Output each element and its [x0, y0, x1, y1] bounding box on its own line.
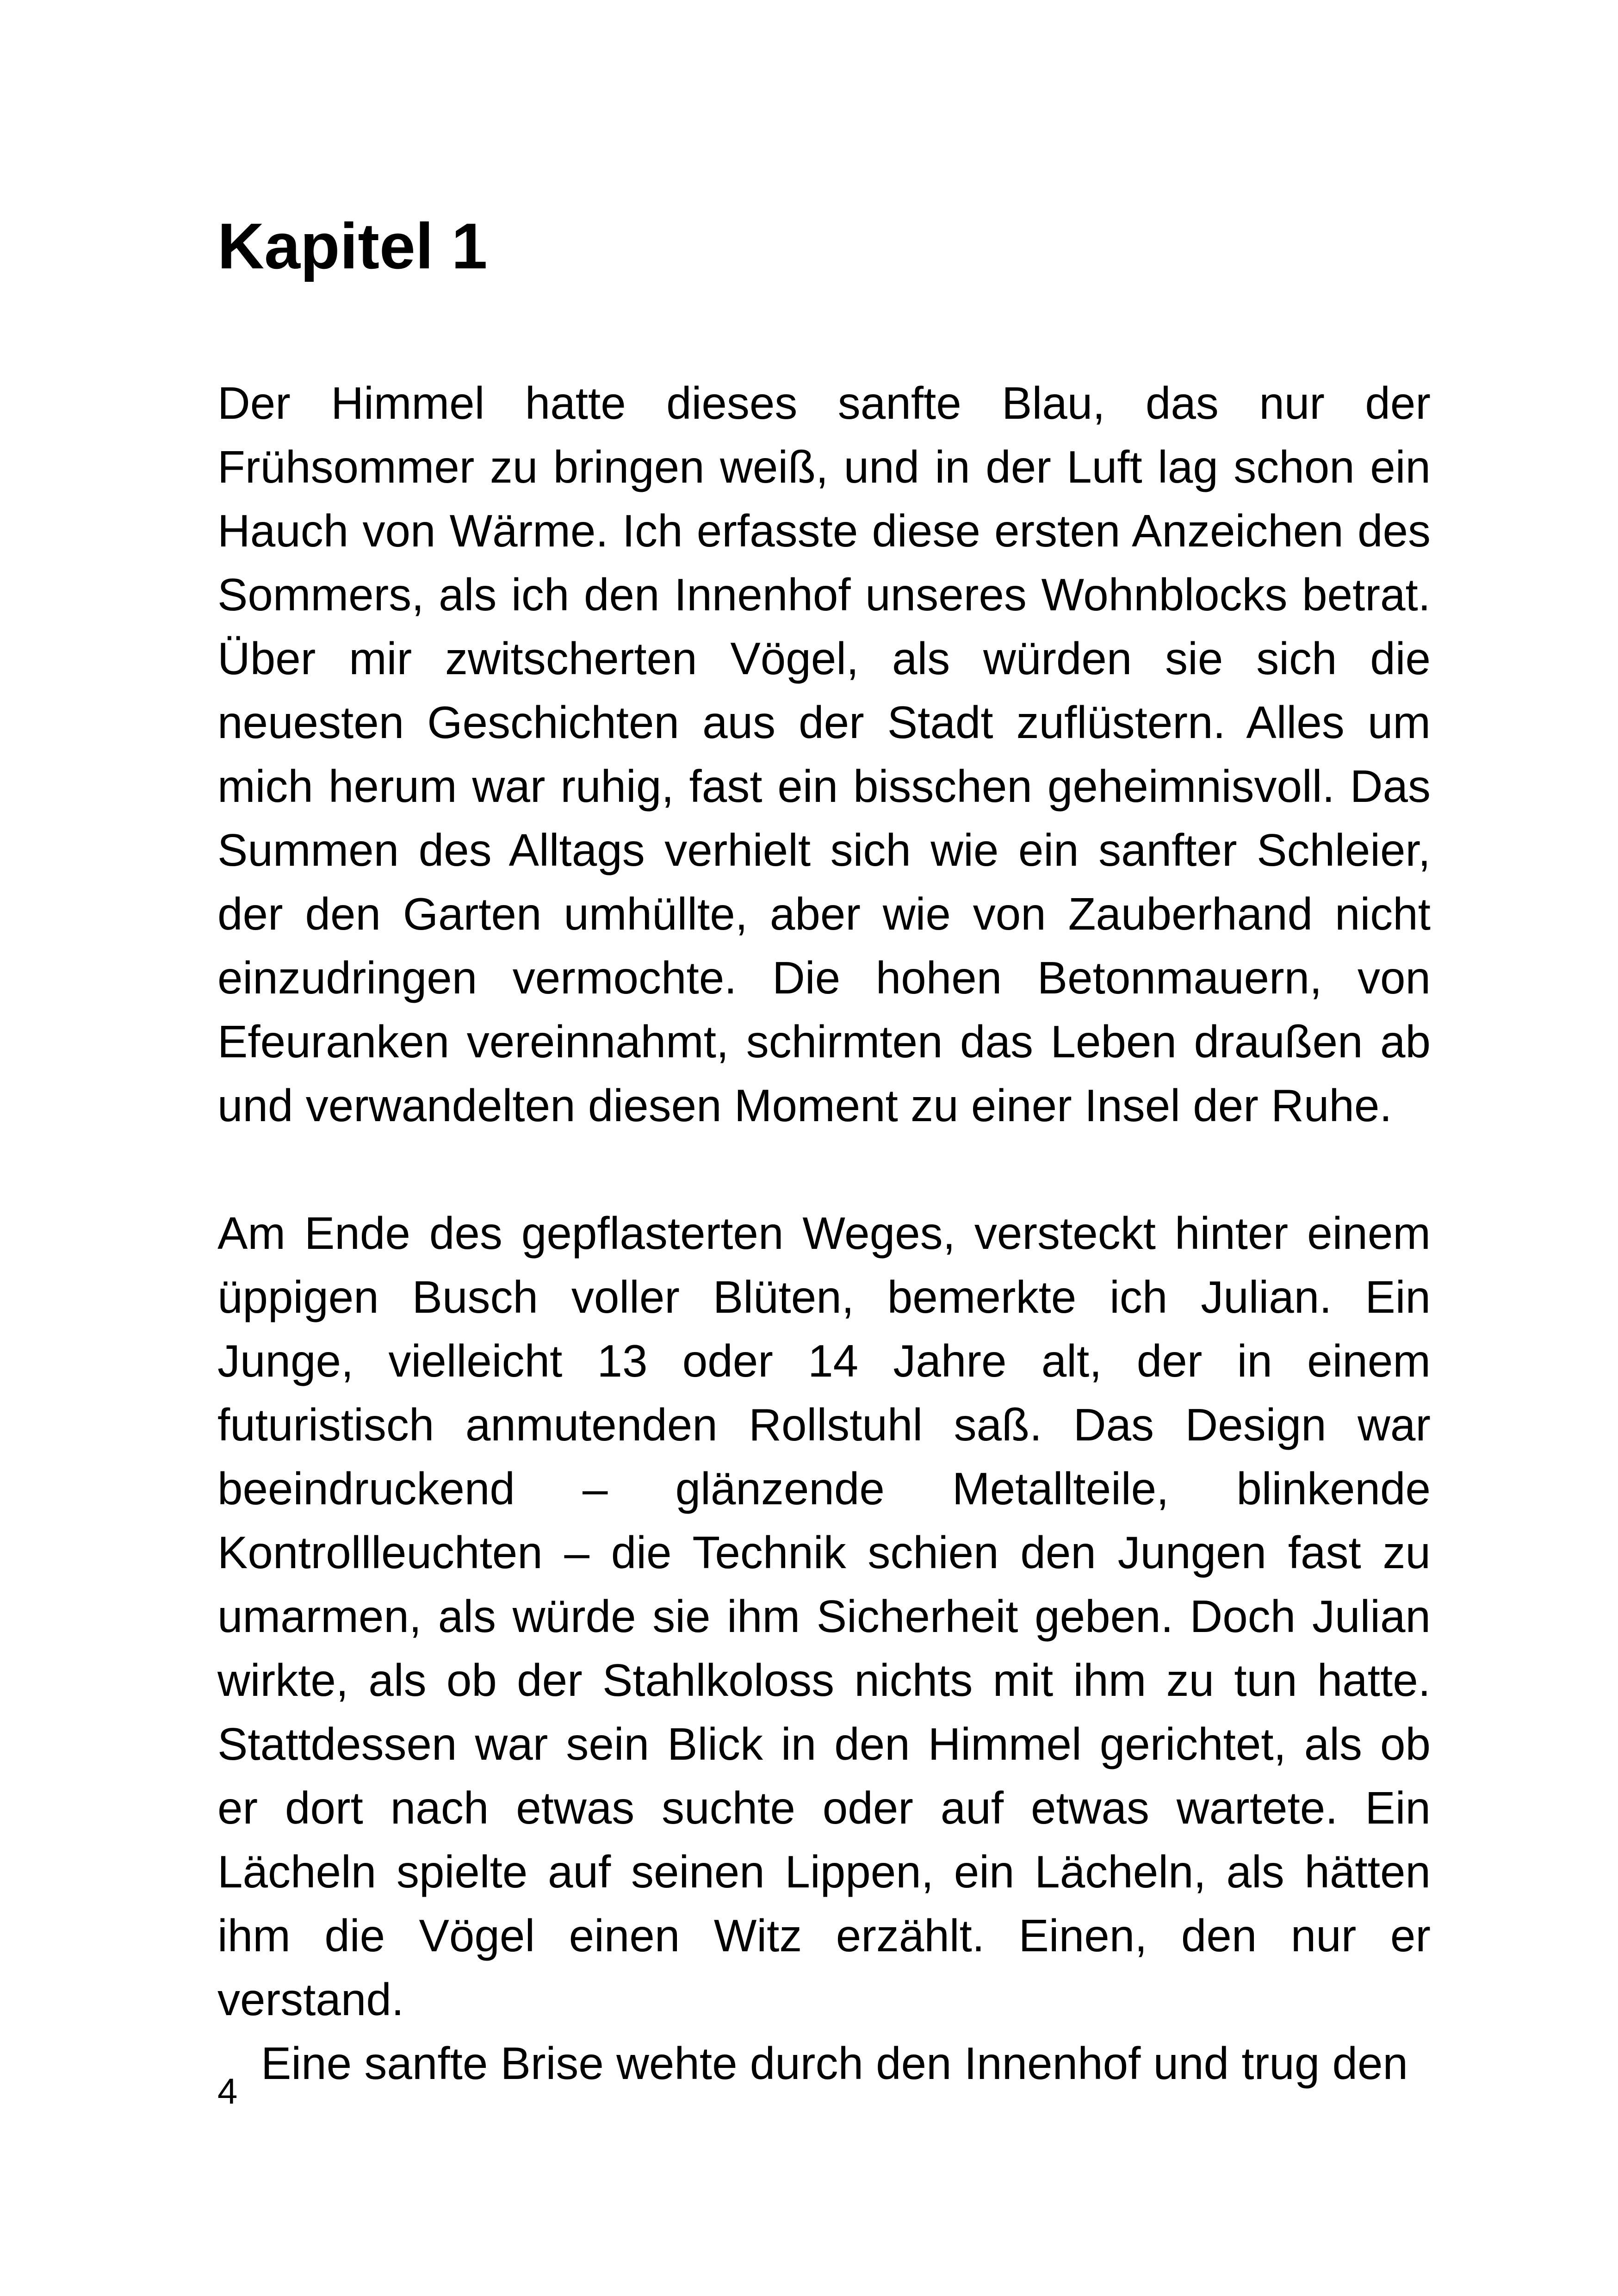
paragraph: Der Himmel hatte dieses sanfte Blau, das nur der Frühsommer zu bringen weiß, und in der Luft lag schon ein Hauch von Wärme. Ich erfasste diese ersten Anzeichen des Sommers, als ich den Innenhof unseres Wohnblocks betrat. Über mir zwitscherten Vögel, als würden sie sich die neuesten Geschichten aus der Stadt zuflüstern. Alles um mich herum war ruhig, fast ein bisschen geheimnisvoll. Das Summen des Alltags verhielt sich wie ein sanfter Schleier, der den Garten umhüllte, aber wie von Zauberhand nicht einzudringen vermochte. Die hohen Betonmauern, von Efeuranken vereinnahmt, schirmten das Leben draußen ab und verwandelten diesen Moment zu einer Insel der Ruhe.: [217, 378, 1431, 1131]
chapter-title: Kapitel 1: [217, 210, 488, 282]
chapter-body: [217, 371, 1431, 2095]
paragraph: Eine sanfte Brise wehte durch den Innenhof und trug den: [261, 2038, 1408, 2089]
paragraph: Am Ende des gepflasterten Weges, versteckt hinter einem üppigen Busch voller Blüten, bemerkte ich Julian. Ein Junge, vielleicht 13 oder 14 Jahre alt, der in einem futuristisch anmutenden Rollstuhl saß. Das Design war beeindruckend – glänzende Metallteile, blinkende Kontrollleuchten – die Technik schien den Jungen fast zu umarmen, als würde sie ihm Sicherheit geben. Doch Julian wirkte, als ob der Stahlkoloss nichts mit ihm zu tun hatte. Stattdessen war sein Blick in den Himmel gerichtet, als ob er dort nach etwas suchte oder auf etwas wartete. Ein Lächeln spielte auf seinen Lippen, ein Lächeln, als hätten ihm die Vögel einen Witz erzählt. Einen, den nur er verstand.: [217, 1208, 1431, 2025]
page-number: 4: [217, 2071, 238, 2111]
paragraph-spacer: [217, 1137, 1431, 1201]
